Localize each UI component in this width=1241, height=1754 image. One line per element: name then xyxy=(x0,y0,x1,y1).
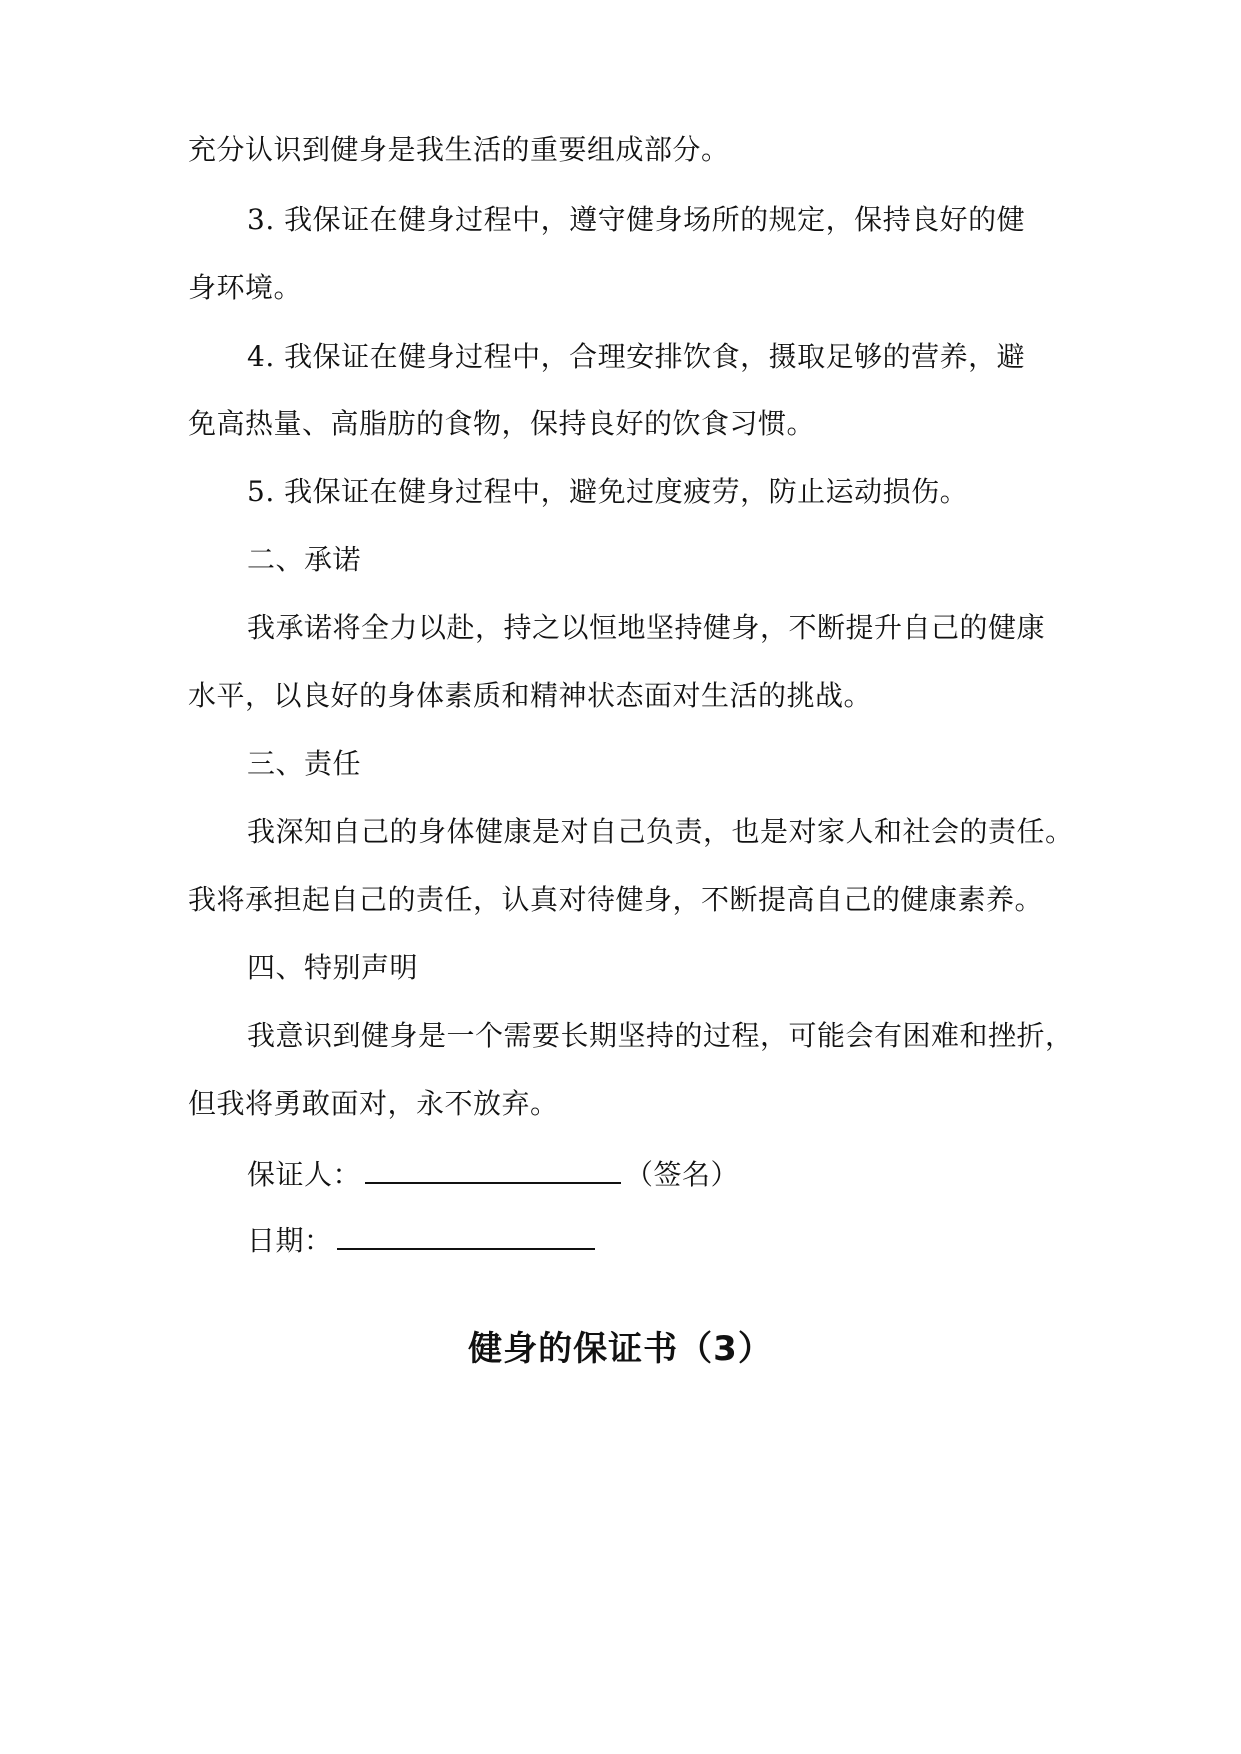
paragraph-line: 我深知自己的身体健康是对自己负责，也是对家人和社会的责任。 xyxy=(247,815,1074,848)
section-heading: 四、特别声明 xyxy=(247,951,419,984)
section-heading: 二、承诺 xyxy=(247,543,362,576)
date-label: 日期： xyxy=(247,1224,333,1257)
paragraph-line: 免高热量、高脂肪的食物，保持良好的饮食习惯。 xyxy=(188,407,816,440)
paragraph-line: 身环境。 xyxy=(188,271,303,304)
paragraph-line: 3. 我保证在健身过程中，遵守健身场所的规定，保持良好的健 xyxy=(247,203,1026,236)
paragraph-line: 水平，以良好的身体素质和精神状态面对生活的挑战。 xyxy=(188,679,873,712)
paragraph-line: 我承诺将全力以赴，持之以恒地坚持健身，不断提升自己的健康 xyxy=(247,611,1046,644)
guarantor-label: 保证人： xyxy=(247,1158,362,1191)
date-row xyxy=(247,1218,599,1261)
paragraph-line: 我意识到健身是一个需要长期坚持的过程，可能会有困难和挫折， xyxy=(247,1019,1074,1052)
paragraph-line: 充分认识到健身是我生活的重要组成部分。 xyxy=(188,133,730,166)
paragraph-line: 4. 我保证在健身过程中，合理安排饮食，摄取足够的营养，避 xyxy=(247,340,1026,373)
date-line xyxy=(337,1218,595,1250)
paragraph-line: 我将承担起自己的责任，认真对待健身，不断提高自己的健康素养。 xyxy=(188,883,1044,916)
guarantor-suffix: （签名） xyxy=(625,1158,740,1191)
paragraph-line: 但我将勇敢面对，永不放弃。 xyxy=(188,1087,559,1120)
next-document-title: 健身的保证书（3） xyxy=(468,1329,773,1369)
guarantor-signature-line xyxy=(365,1152,621,1184)
guarantor-signature-row xyxy=(247,1152,739,1195)
section-heading: 三、责任 xyxy=(247,747,362,780)
paragraph-line: 5. 我保证在健身过程中，避免过度疲劳，防止运动损伤。 xyxy=(247,475,969,508)
